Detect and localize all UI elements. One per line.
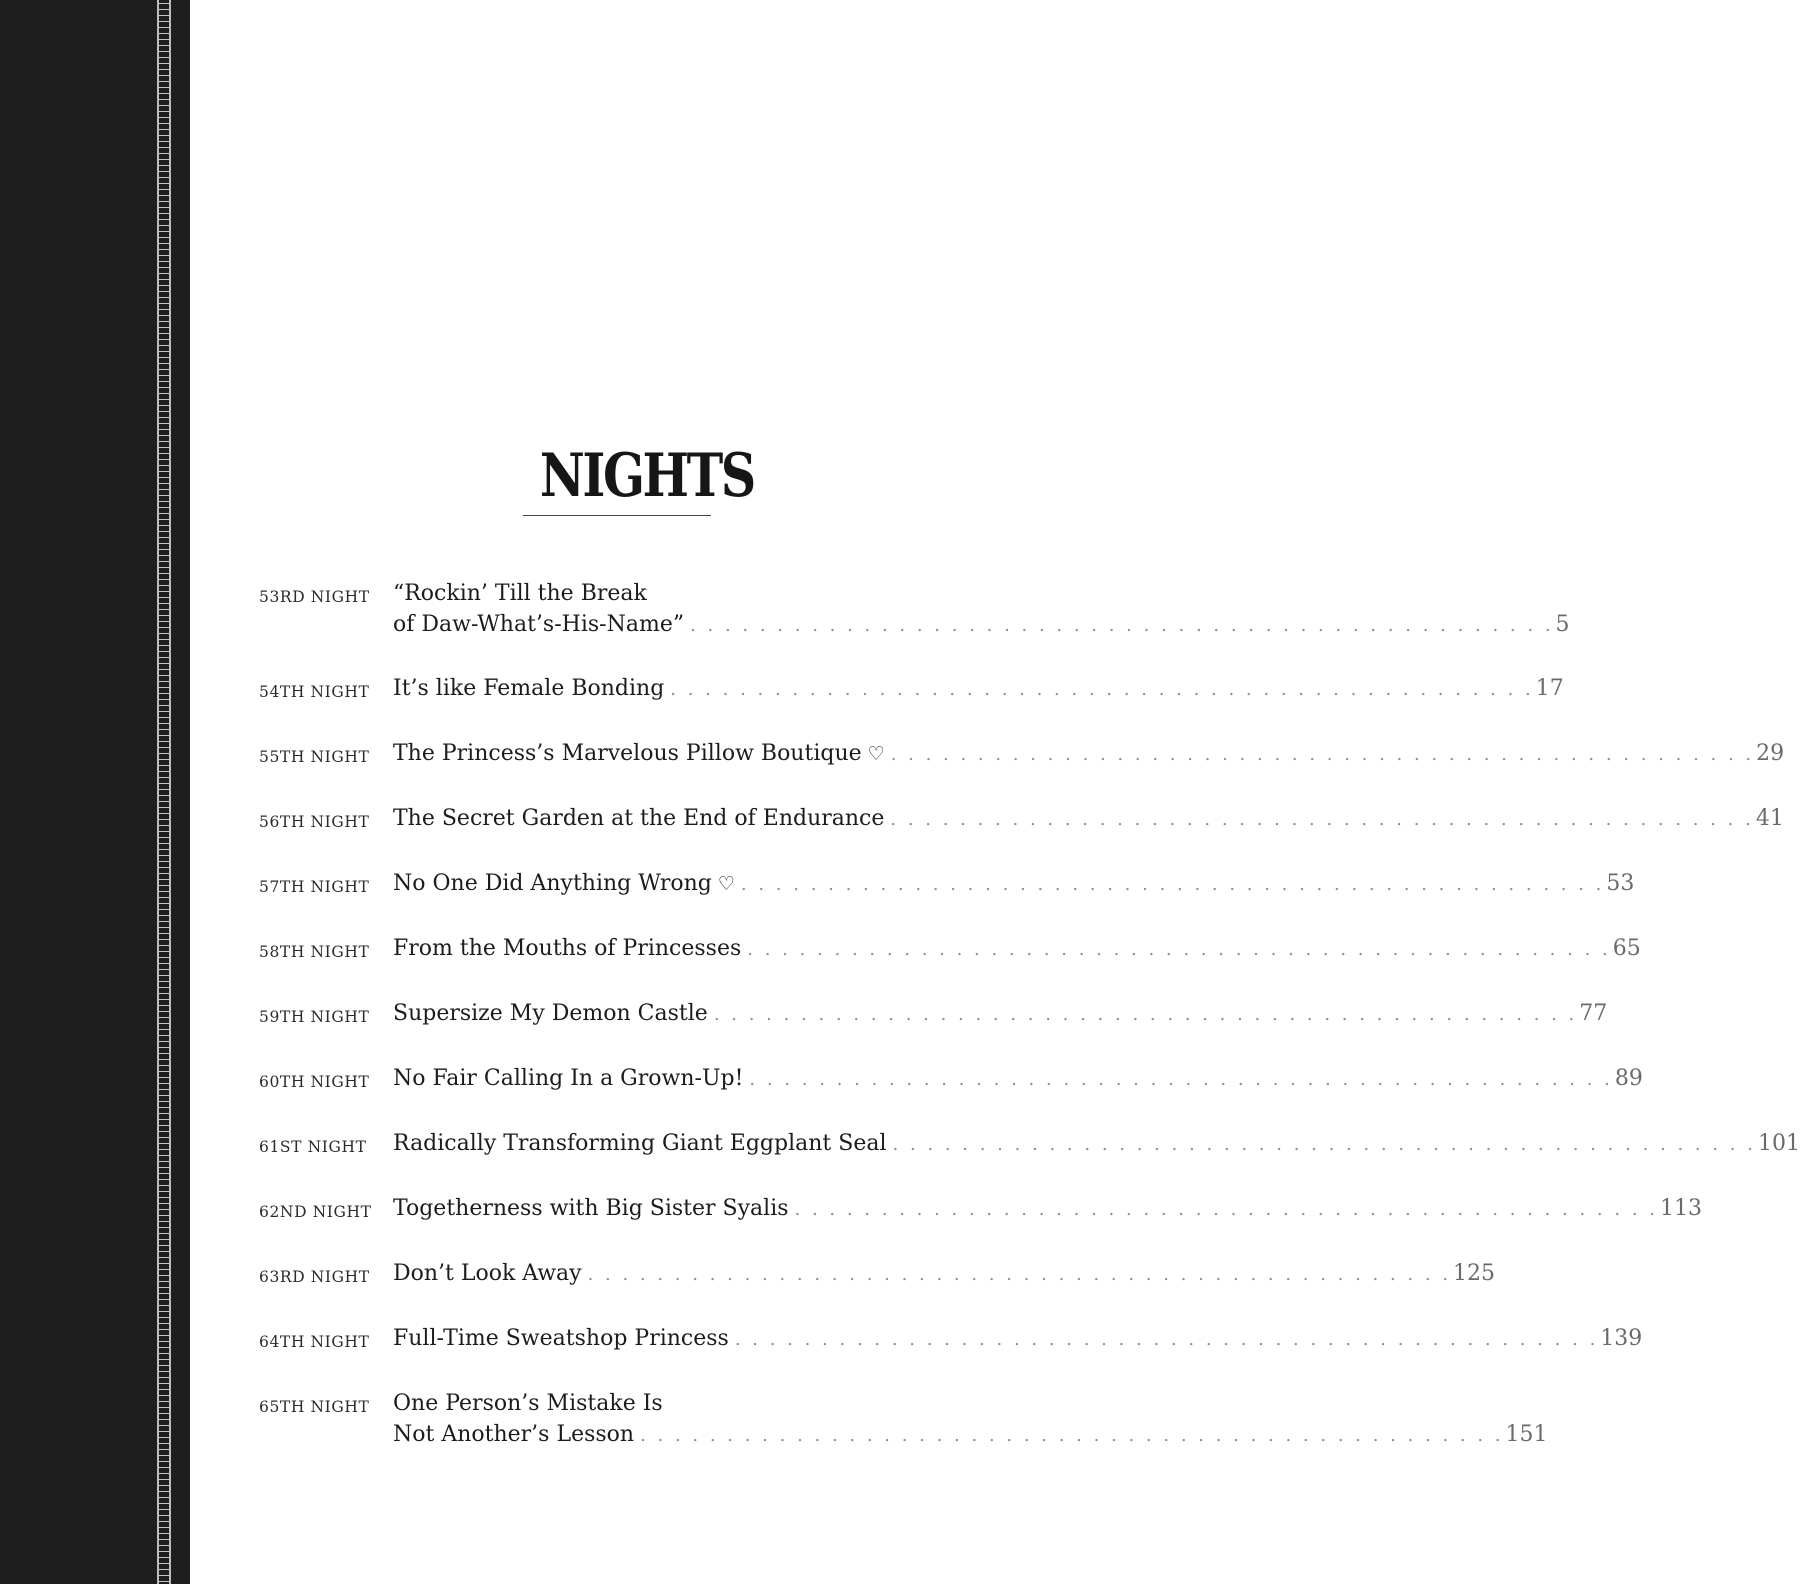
chapter-title: of Daw-What’s-His-Name” [393,612,685,637]
page-number: 17 [1535,676,1564,701]
entry-text [393,1128,1800,1160]
night-label: 55TH NIGHT [259,748,370,766]
dot-leader: . . . . . . . . . . . . . . . . . . . . . . . . . . . . . . . . . . . . . . . . . . . . . . . . . . [747,939,1611,960]
entry-text [393,1258,1496,1290]
entry-text [393,1323,1643,1355]
chapter-title: Togetherness with Big Sister Syalis [393,1196,789,1221]
chapter-title-line1: “Rockin’ Till the Break [393,581,647,606]
dot-leader: . . . . . . . . . . . . . . . . . . . . . . . . . . . . . . . . . . . . . . . . . . . . . . . . . . [713,1004,1578,1025]
dot-leader: . . . . . . . . . . . . . . . . . . . . . . . . . . . . . . . . . . . . . . . . . . . . . . . . . . [740,874,1605,895]
chain-decoration [157,0,171,1584]
dot-leader: . . . . . . . . . . . . . . . . . . . . . . . . . . . . . . . . . . . . . . . . . . . . . . . . . . [892,1134,1756,1155]
night-label: 65TH NIGHT [259,1398,370,1416]
entry-text [393,933,1641,965]
page-number: 139 [1600,1326,1643,1351]
dot-leader: . . . . . . . . . . . . . . . . . . . . . . . . . . . . . . . . . . . . . . . . . . . . . . . . . . [890,809,1754,830]
night-label: 63RD NIGHT [259,1268,370,1286]
page-title: NIGHTS [539,441,754,511]
page-number: 5 [1555,612,1570,637]
title-block [523,440,754,516]
chapter-title: The Secret Garden at the End of Endurance [393,806,885,831]
entry-text [393,1193,1702,1225]
heart-icon: ♡ [717,873,735,895]
chapter-title: No Fair Calling In a Grown-Up! [393,1066,744,1091]
page-number: 125 [1453,1261,1496,1286]
dot-leader: . . . . . . . . . . . . . . . . . . . . . . . . . . . . . . . . . . . . . . . . . . . . . . . . . . [734,1329,1599,1350]
dot-leader: . . . . . . . . . . . . . . . . . . . . . . . . . . . . . . . . . . . . . . . . . . . . . . . . . . [690,615,1554,636]
chapter-title: Radically Transforming Giant Eggplant Seal [393,1131,887,1156]
night-label: 54TH NIGHT [259,683,370,701]
dot-leader: . . . . . . . . . . . . . . . . . . . . . . . . . . . . . . . . . . . . . . . . . . . . . . . . . . [749,1069,1613,1090]
entry-text [393,998,1608,1030]
chapter-title: The Princess’s Marvelous Pillow Boutique [393,741,862,766]
entry-text [393,578,1570,641]
chapter-title: Supersize My Demon Castle [393,1001,708,1026]
page-number: 53 [1606,871,1635,896]
chapter-title-line1: One Person’s Mistake Is [393,1391,663,1416]
night-label: 56TH NIGHT [259,813,370,831]
chapter-title: No One Did Anything Wrong [393,871,712,896]
page-number: 29 [1756,741,1785,766]
night-label: 62ND NIGHT [259,1203,372,1221]
chapter-title: Full-Time Sweatshop Princess [393,1326,729,1351]
page-number: 89 [1614,1066,1643,1091]
page-number: 101 [1757,1131,1800,1156]
chapter-title: From the Mouths of Princesses [393,936,742,961]
night-label: 58TH NIGHT [259,943,370,961]
night-label: 53RD NIGHT [259,588,370,606]
dot-leader: . . . . . . . . . . . . . . . . . . . . . . . . . . . . . . . . . . . . . . . . . . . . . . . . . . [670,679,1534,700]
entry-text [393,673,1564,705]
entry-text [393,738,1785,770]
dot-leader: . . . . . . . . . . . . . . . . . . . . . . . . . . . . . . . . . . . . . . . . . . . . . . . . . . [794,1199,1658,1220]
chapter-title: It’s like Female Bonding [393,676,665,701]
page-number: 151 [1505,1422,1548,1447]
title-underline [523,515,711,516]
entry-text [393,868,1635,900]
entry-text [393,803,1784,835]
entry-text [393,1388,1548,1451]
entry-text [393,1063,1643,1095]
page-number: 41 [1755,806,1784,831]
night-label: 64TH NIGHT [259,1333,370,1351]
dot-leader: . . . . . . . . . . . . . . . . . . . . . . . . . . . . . . . . . . . . . . . . . . . . . . . . . . [890,744,1755,765]
night-label: 57TH NIGHT [259,878,370,896]
page-number: 113 [1659,1196,1702,1221]
chapter-title: Don’t Look Away [393,1261,582,1286]
dot-leader: . . . . . . . . . . . . . . . . . . . . . . . . . . . . . . . . . . . . . . . . . . . . . . . . . . [587,1264,1452,1285]
chapter-title: Not Another’s Lesson [393,1422,635,1447]
page-number: 77 [1579,1001,1608,1026]
night-label: 59TH NIGHT [259,1008,370,1026]
heart-icon: ♡ [867,743,885,765]
night-label: 61ST NIGHT [259,1138,367,1156]
night-label: 60TH NIGHT [259,1073,370,1091]
dot-leader: . . . . . . . . . . . . . . . . . . . . . . . . . . . . . . . . . . . . . . . . . . . . . . . . . . [640,1425,1504,1446]
page-number: 65 [1612,936,1641,961]
